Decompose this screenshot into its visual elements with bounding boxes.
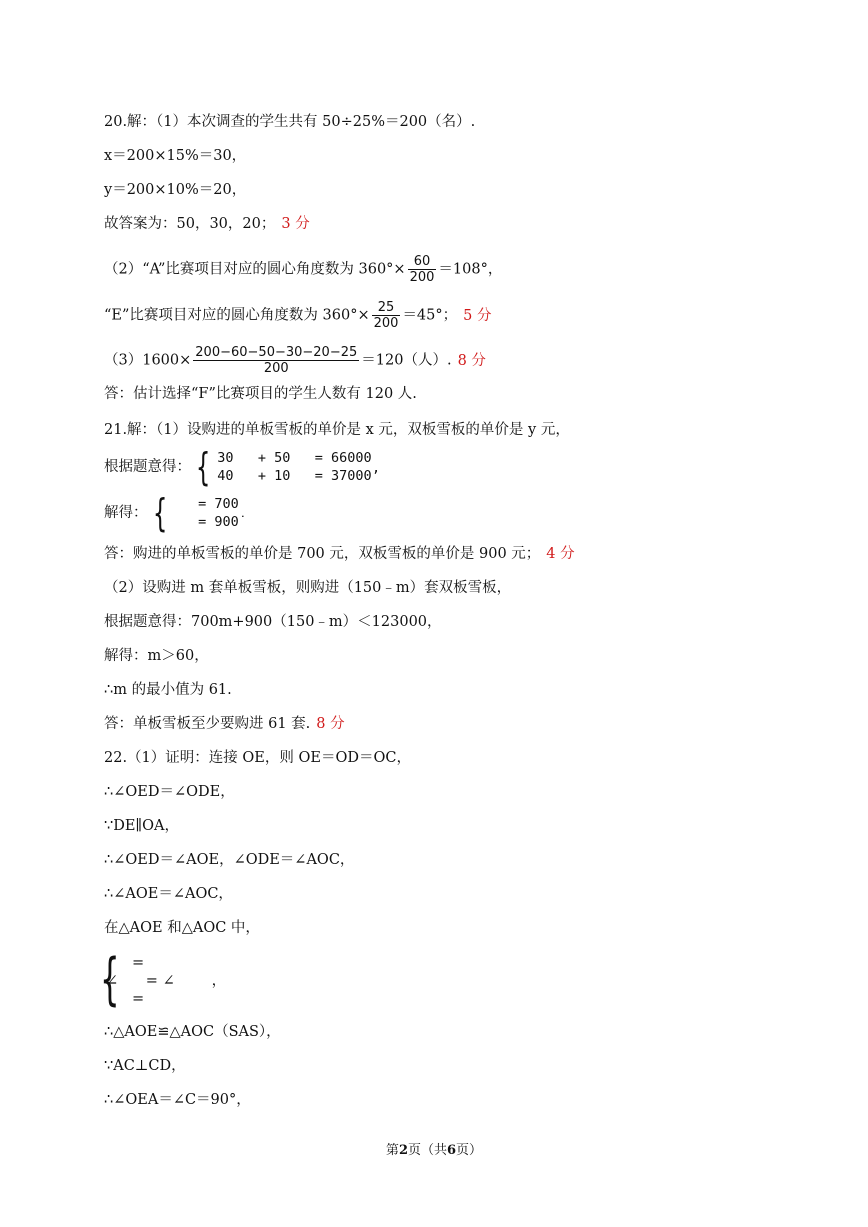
page-number: 2	[398, 1143, 408, 1158]
q22-line-4: ∴∠OED＝∠AOE，∠ODE＝∠AOC，	[104, 852, 355, 868]
q20-part3-result: ＝120（人）.	[361, 352, 452, 369]
score-mark: 8 分	[457, 352, 486, 369]
score-mark: 8 分	[316, 716, 345, 732]
score-mark: 4 分	[546, 546, 575, 562]
fraction-denominator: 200	[409, 270, 435, 285]
q20-answer-text: 故答案为：50，30，20；	[104, 216, 276, 232]
congruence-row-1: =	[132, 955, 145, 971]
footer-middle: 页（共	[407, 1143, 447, 1158]
q20-part2-a-result: ＝108°，	[438, 261, 503, 278]
congruence-row-2: ∠ = ∠ ，	[106, 973, 227, 989]
brace-icon: {	[100, 947, 120, 1012]
q22-line-5: ∴∠AOE＝∠AOC，	[104, 886, 233, 902]
q21-line-4	[104, 544, 575, 564]
q21-setup-text: 根据题意得：	[104, 459, 191, 475]
fraction-denominator: 200	[263, 361, 289, 376]
q21-final-answer-text: 答：单板雪板至少要购进 61 套.	[104, 716, 311, 732]
q22-line-6: 在△AOE 和△AOC 中，	[104, 920, 260, 936]
brace-icon: {	[195, 445, 211, 489]
q20-part2-e-text: “E”比赛项目对应的圆心角度数为 360°×	[104, 307, 370, 324]
solution-row: = 700	[173, 496, 239, 512]
q21-line-5: （2）设购进 m 套单板雪板，则购进（150﹣m）套双板雪板，	[104, 580, 512, 596]
q20-part3-text: （3）1600×	[104, 352, 192, 369]
page-footer	[0, 1139, 868, 1158]
fraction-numerator: 60	[408, 254, 437, 270]
q21-line-6: 根据题意得：700m+900（150﹣m）＜123000，	[104, 614, 442, 630]
solution-system	[148, 491, 247, 535]
fraction-numerator: 25	[372, 300, 401, 316]
fraction-a	[408, 254, 437, 285]
q21-line-9	[104, 714, 345, 734]
page-total: 6	[447, 1143, 457, 1158]
q20-line-7	[104, 345, 486, 376]
q21-line-3	[104, 491, 247, 535]
q22-line-10: ∴∠OEA＝∠C＝90°，	[104, 1092, 251, 1108]
q20-part2-e-result: ＝45°；	[402, 307, 458, 324]
q20-line-2: x＝200×15%＝30，	[104, 148, 247, 164]
q21-answer-text: 答：购进的单板雪板的单价是 700 元，双板雪板的单价是 900 元；	[104, 546, 541, 562]
q20-part2-a-text: （2）“A”比赛项目对应的圆心角度数为 360°×	[104, 261, 406, 278]
q20-line-6	[104, 300, 491, 331]
q20-line-8: 答：估计选择“F”比赛项目的学生人数有 120 人.	[104, 386, 417, 402]
q22-line-2: ∴∠OED＝∠ODE，	[104, 784, 235, 800]
equation-row: 30 + 50 = 66000	[217, 450, 372, 466]
q22-line-9: ∵AC⊥CD，	[104, 1058, 186, 1074]
score-mark: 3 分	[281, 216, 310, 232]
q22-line-8: ∴△AOE≌△AOC（SAS），	[104, 1024, 281, 1040]
q20-line-1: 20.解：（1）本次调查的学生共有 50÷25%＝200（名）.	[104, 114, 476, 130]
q20-line-4	[104, 214, 310, 234]
q20-line-3: y＝200×10%＝20，	[104, 182, 247, 198]
score-mark: 5 分	[463, 307, 492, 324]
footer-suffix: 页）	[456, 1143, 483, 1158]
fraction-e	[372, 300, 401, 331]
q21-line-7: 解得：m＞60，	[104, 648, 209, 664]
q21-line-2	[104, 445, 380, 489]
q21-line-8: ∴m 的最小值为 61.	[104, 682, 232, 698]
brace-icon: {	[152, 491, 167, 535]
equation-row: 40 + 10 = 37000’	[217, 468, 380, 484]
q20-line-5	[104, 254, 502, 285]
fraction-f	[193, 345, 359, 376]
fraction-numerator: 200−60−50−30−20−25	[195, 345, 358, 360]
congruence-row-3: =	[132, 991, 145, 1007]
q22-line-3: ∵DE∥OA，	[104, 818, 179, 834]
footer-prefix: 第	[385, 1143, 399, 1158]
q21-line-1: 21.解：（1）设购进的单板雪板的单价是 x 元，双板雪板的单价是 y 元，	[104, 422, 570, 438]
fraction-denominator: 200	[373, 316, 399, 331]
q22-line-1: 22.（1）证明：连接 OE，则 OE＝OD＝OC，	[104, 750, 411, 766]
q21-solve-text: 解得：	[104, 505, 148, 521]
equation-system	[191, 445, 380, 489]
solution-row: = 900˙	[173, 514, 247, 530]
